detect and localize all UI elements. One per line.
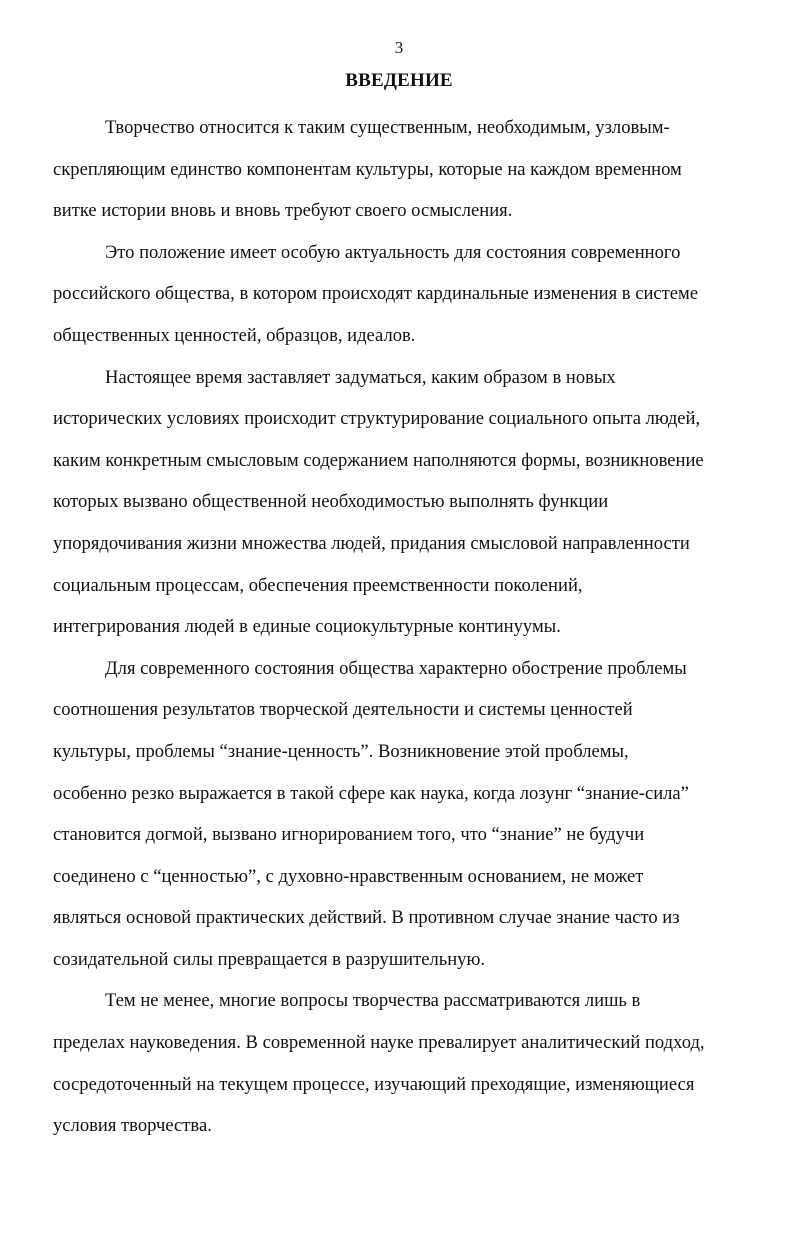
text-line: социальным процессам, обеспечения преемственности поколений, [53,574,583,596]
text-line: созидательной силы превращается в разрушительную. [53,948,486,970]
text-line: Тем не менее, многие вопросы творчества рассматриваются лишь в [105,990,641,1012]
text-line: упорядочивания жизни множества людей, придания смысловой направленности [53,532,690,554]
text-line: пределах науковедения. В современной науке превалирует аналитический подход, [53,1032,705,1054]
text-line: общественных ценностей, образцов, идеалов. [53,324,416,346]
text-line: становится догмой, вызвано игнорированием того, что “знание” не будучи [53,824,645,846]
text-line: культуры, проблемы “знание-ценность”. Возникновение этой проблемы, [53,740,629,762]
text-line: исторических условиях происходит структурирование социального опыта людей, [53,408,701,430]
text-line: Это положение имеет особую актуальность для состояния современного [105,241,681,263]
text-line: скрепляющим единство компонентам культуры, которые на каждом временном [53,158,682,180]
section-heading: ВВЕДЕНИЕ [345,70,453,91]
text-line: витке истории вновь и вновь требуют своего осмысления. [53,200,513,222]
text-line: российского общества, в котором происходят кардинальные изменения в системе [53,283,699,305]
paragraph [53,980,748,1146]
page-number: 3 [394,38,404,57]
text-line: Настоящее время заставляет задуматься, каким образом в новых [105,366,616,388]
paragraph [53,357,748,648]
paragraph [53,648,748,981]
text-line: интегрирования людей в единые социокультурные континуумы. [53,616,561,638]
text-line: которых вызвано общественной необходимостью выполнять функции [53,491,609,513]
text-line: каким конкретным смысловым содержанием наполняются формы, возникновение [53,449,704,471]
text-line: Для современного состояния общества характерно обострение проблемы [105,657,687,679]
text-line: Творчество относится к таким существенным, необходимым, узловым- [105,117,670,138]
paragraph [53,107,748,232]
paragraph [53,232,748,357]
text-line: соединено с “ценностью”, с духовно-нравственным основанием, не может [53,865,644,887]
text-line: сосредоточенный на текущем процессе, изучающий преходящие, изменяющиеся [53,1073,695,1095]
text-line: условия творчества. [53,1115,212,1137]
text-line: являться основой практических действий. В противном случае знание часто из [53,907,680,929]
body-text [53,107,748,1147]
text-line: соотношения результатов творческой деятельности и системы ценностей [53,699,633,721]
text-line: особенно резко выражается в такой сфере как наука, когда лозунг “знание-сила” [53,782,689,804]
